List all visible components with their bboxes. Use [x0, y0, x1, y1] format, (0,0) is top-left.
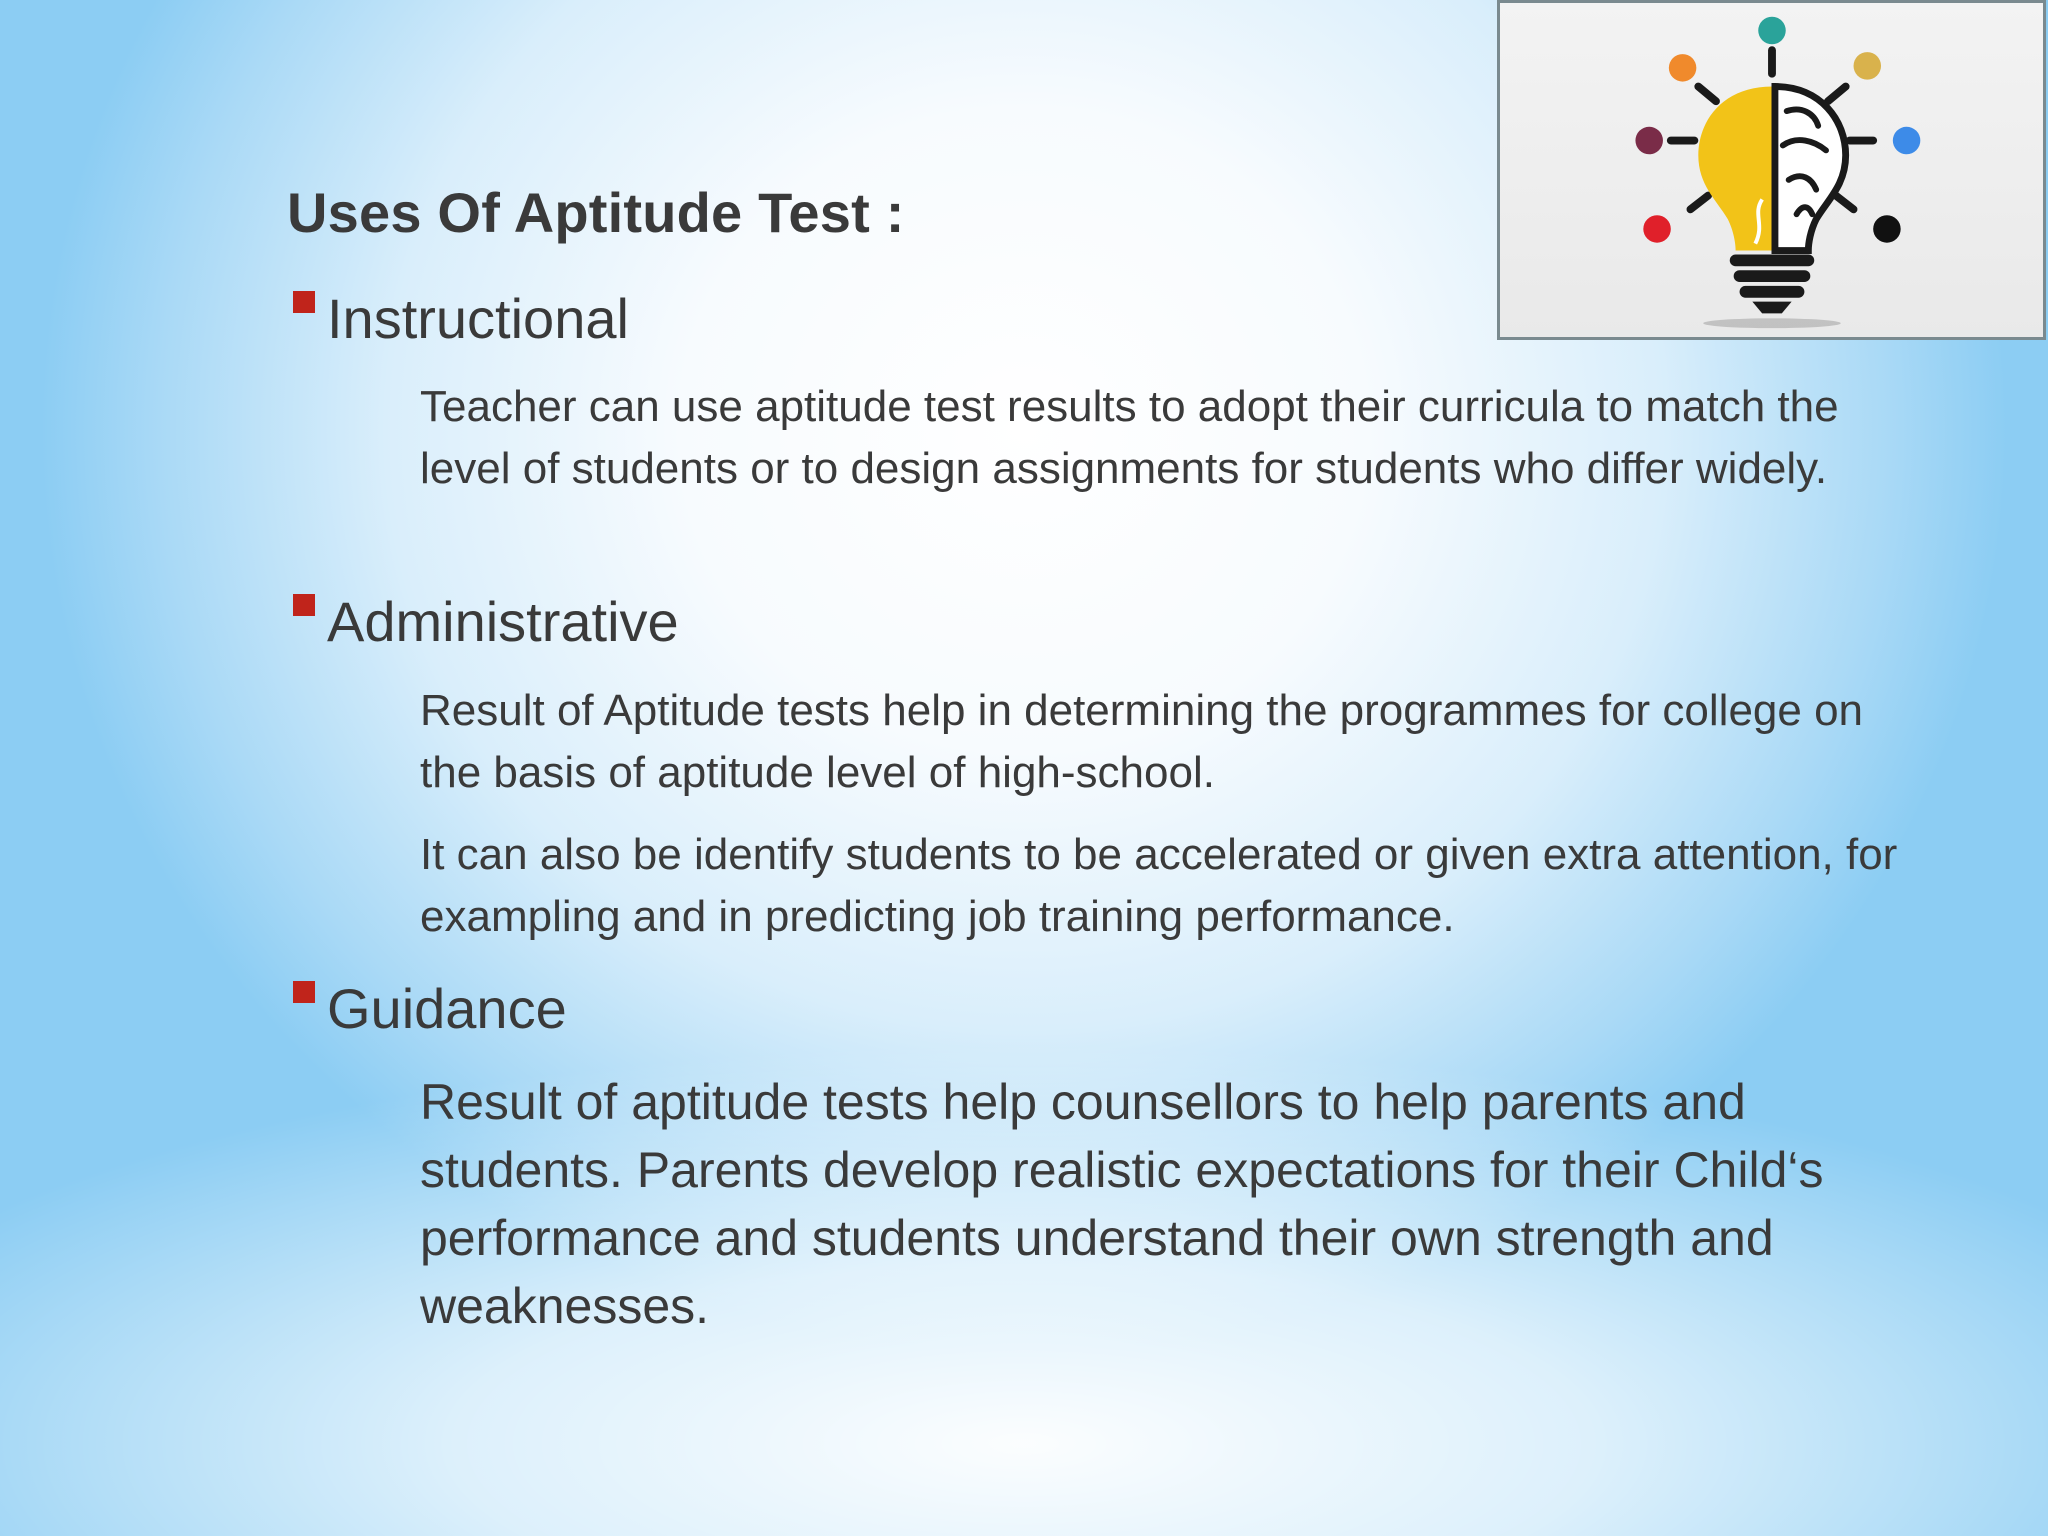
bullet-square-icon	[293, 291, 315, 313]
lightbulb-brain-icon	[1500, 3, 2043, 337]
slide-title: Uses Of Aptitude Test :	[287, 181, 905, 244]
bullet-guidance	[293, 977, 567, 1041]
bullet-square-icon	[293, 594, 315, 616]
guidance-paragraph: Result of aptitude tests help counsellors to help parents and students. Parents develop realistic expectations for their Child‘s performance and students understand their own strength and weaknesses.	[420, 1074, 1824, 1334]
bullet-heading: Administrative	[327, 590, 679, 653]
bullet-administrative	[293, 590, 679, 654]
bullet-heading: Guidance	[327, 977, 567, 1040]
instructional-paragraph: Teacher can use aptitude test results to adopt their curricula to match the level of students or to design assignments for students who differ widely.	[420, 382, 1839, 493]
administrative-paragraph-1: Result of Aptitude tests help in determining the programmes for college on the basis of aptitude level of high-school.	[420, 686, 1864, 797]
administrative-paragraph-2: It can also be identify students to be accelerated or given extra attention, for exampling and in predicting job training performance.	[420, 830, 1898, 941]
bullet-instructional	[293, 287, 629, 351]
bullet-square-icon	[293, 981, 315, 1003]
bullet-heading: Instructional	[327, 287, 629, 350]
lightbulb-brain-picture	[1497, 0, 2046, 340]
